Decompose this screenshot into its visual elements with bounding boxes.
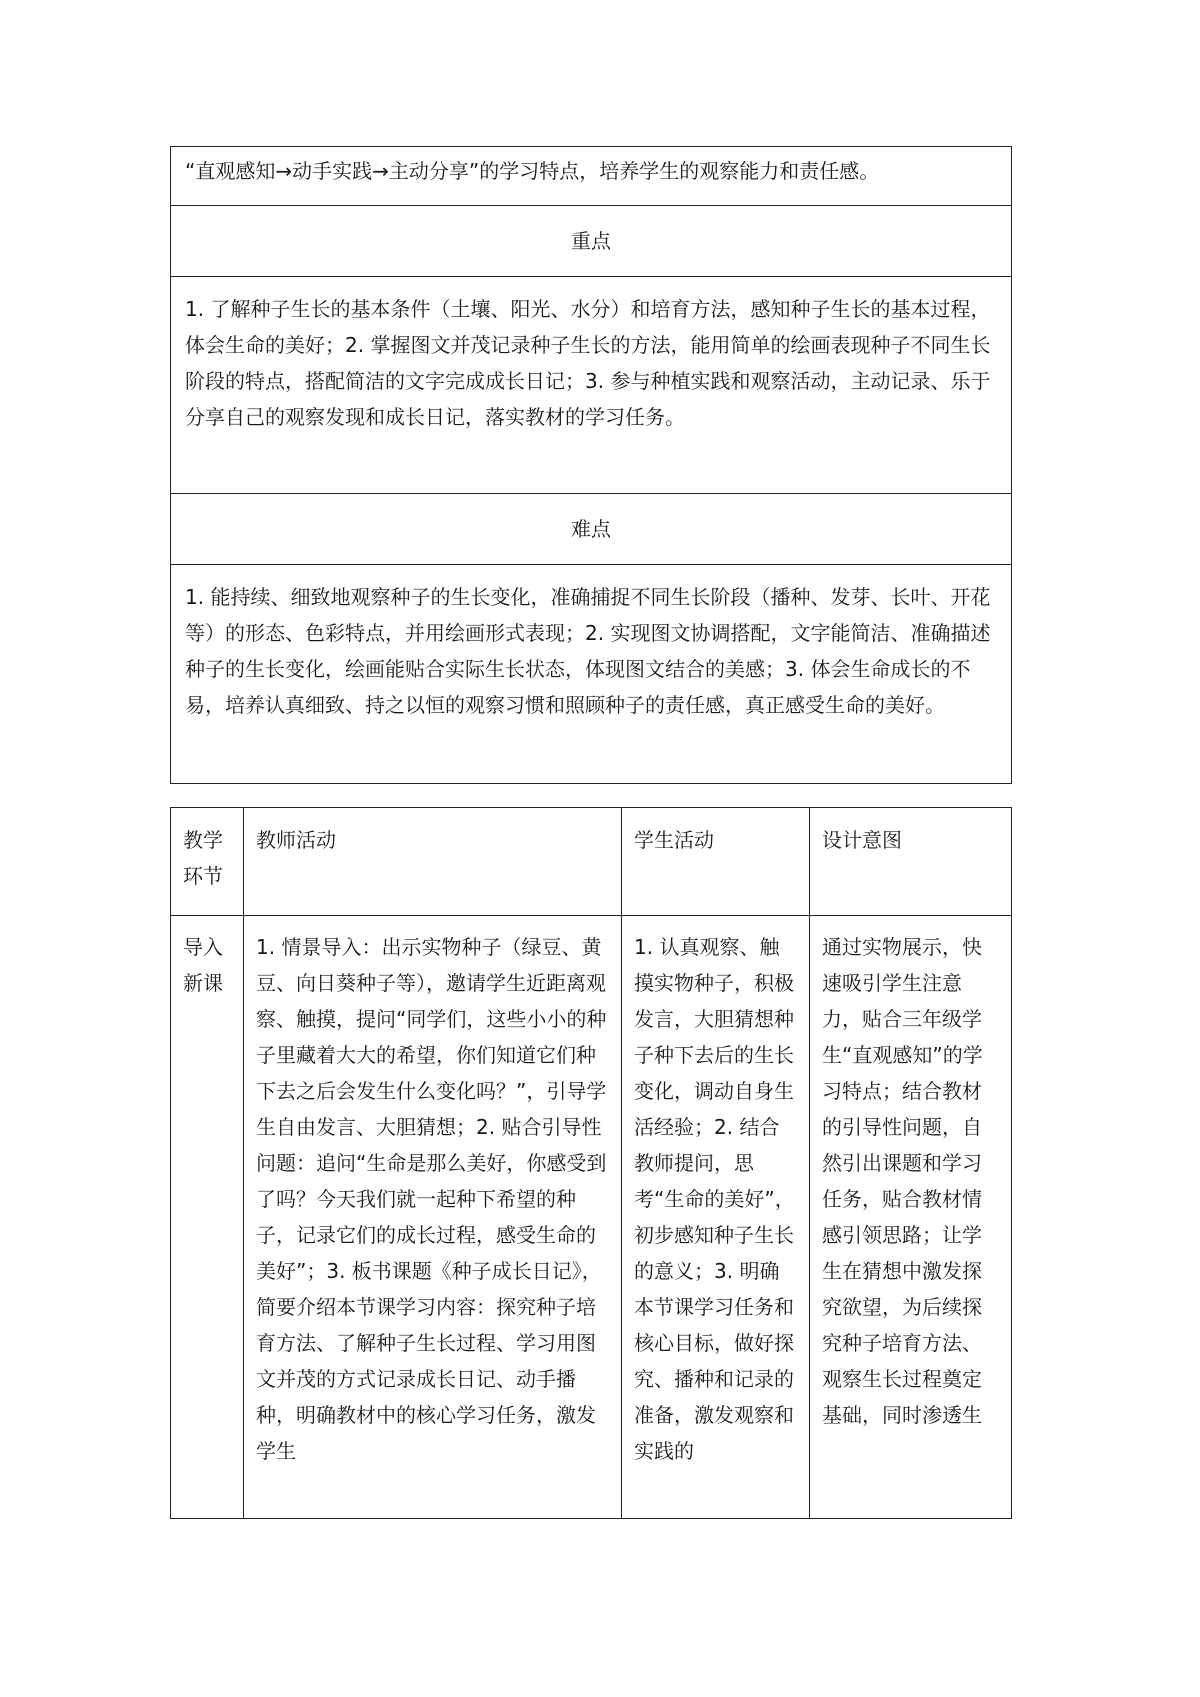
- key-points-text: 1. 了解种子生长的基本条件（土壤、阳光、水分）和培育方法，感知种子生长的基本过程，体会生命的美好；2. 掌握图文并茂记录种子生长的方法，能用简单的绘画表现种子不同生长阶段的特点，搭配简洁的文字完成成长日记；3. 参与种植实践和观察活动，主动记录、乐于分享自己的观察发现和成长日记，落实教材的学习任务。: [171, 276, 1011, 493]
- objectives-table: [170, 146, 1012, 784]
- intro-text: “直观感知→动手实践→主动分享”的学习特点，培养学生的观察能力和责任感。: [185, 159, 880, 183]
- teaching-process-table: [170, 807, 1012, 1519]
- difficulties-text: 1. 能持续、细致地观察种子的生长变化，准确捕捉不同生长阶段（播种、发芽、长叶、开花等）的形态、色彩特点，并用绘画形式表现；2. 实现图文协调搭配，文字能简洁、准确描述种子的生长变化，绘画能贴合实际生长状态，体现图文结合的美感；3. 体会生命成长的不易，培养认真细致、持之以恒的观察习惯和照顾种子的责任感，真正感受生命的美好。: [171, 564, 1011, 783]
- design-intent-cell: 通过实物展示，快速吸引学生注意力，贴合三年级学生“直观感知”的学习特点；结合教材的引导性问题，自然引出课题和学习任务，贴合教材情感引领思路；让学生在猜想中激发探究欲望，为后续探究种子培育方法、观察生长过程奠定基础，同时渗透生: [822, 935, 983, 1427]
- key-points-heading: 重点: [171, 205, 1011, 276]
- student-activity-cell: 1. 认真观察、触摸实物种子，积极发言，大胆猜想种子种下去后的生长变化，调动自身生活经验；2. 结合教师提问，思考“生命的美好”，初步感知种子生长的意义；3. 明确本节课学习任务和核心目标，做好探究、播种和记录的准备，激发观察和实践的: [634, 935, 795, 1463]
- difficulties-heading: 难点: [171, 493, 1011, 564]
- header-student-activity: 学生活动: [634, 828, 714, 852]
- header-design-intent: 设计意图: [822, 828, 902, 852]
- row-divider: [171, 915, 1011, 916]
- stage-cell: 导入新课: [183, 935, 223, 995]
- header-teacher-activity: 教师活动: [256, 828, 336, 852]
- teacher-activity-cell: 1. 情景导入：出示实物种子（绿豆、黄豆、向日葵种子等），邀请学生近距离观察、触摸，提问“同学们，这些小小的种子里藏着大大的希望，你们知道它们种下去之后会发生什么变化吗？”，引导学生自由发言、大胆猜想；2. 贴合引导性问题：追问“生命是那么美好，你感受到了吗？今天我们就一起种下希望的种子，记录它们的成长过程，感受生命的美好”；3. 板书课题《种子成长日记》，简要介绍本节课学习内容：探究种子培育方法、了解种子生长过程、学习用图文并茂的方式记录成长日记、动手播种，明确教材中的核心学习任务，激发学生: [256, 935, 607, 1463]
- header-stage: 教学环节: [183, 828, 223, 888]
